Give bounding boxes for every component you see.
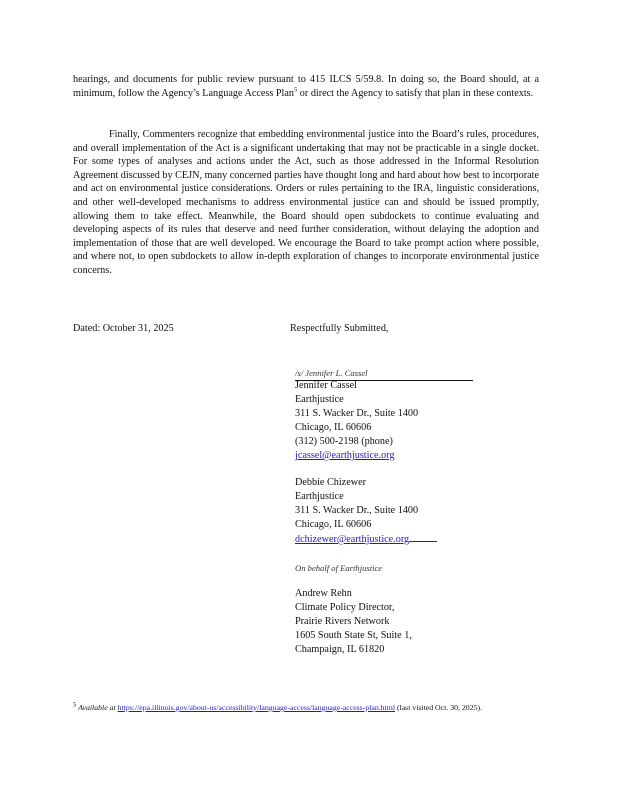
body-paragraph-2	[73, 128, 539, 278]
footnote-5	[73, 702, 539, 713]
body-paragraph-1	[73, 73, 539, 100]
paragraph-1-text-cont: or direct the Agency to satisfy that plan in these contexts.	[297, 87, 534, 99]
paragraph-2-text: Finally, Commenters recognize that embedding environmental justice into the Board’s rules, procedures, and overall implementation of the Act is a significant undertaking that may not be practicable in a single docket. For some types of analyses and actions under the Act, such as those addressed in the Informal Resolution Agreement discussed by CEJN, many concerned parties have thought long and hard about how best to incorporate and act on environmental justice considerations. Orders or rules pertaining to the IRA, linguistic considerations, and other well-developed mechanisms to address environmental justice can and should be issued promptly, allowing them to take effect. Meanwhile, the Board should open subdockets to continue evaluating and developing aspects of its rules that deserve and need further consideration, without delaying the adoption and implementation of those that are well developed. We encourage the Board to take prompt action where possible, and where not, to open subdockets to allow in-depth exploration of changes to incorporate environmental justice concerns.	[73, 129, 539, 276]
footnote-available: Available at	[78, 703, 116, 712]
counsel-org: Prairie Rivers Network	[295, 616, 390, 627]
email-link-chizewer[interactable]: dchizewer@earthjustice.org	[295, 534, 410, 545]
counsel-city: Chicago, IL 60606	[295, 422, 372, 433]
email-link-cassel[interactable]: jcassel@earthjustice.org	[295, 450, 395, 461]
counsel-block-cassel	[295, 379, 418, 463]
respectfully-submitted: Respectfully Submitted,	[290, 323, 389, 334]
counsel-name: Debbie Chizewer	[295, 477, 366, 488]
counsel-street: 1605 South State St, Suite 1,	[295, 630, 412, 641]
counsel-street: 311 S. Wacker Dr., Suite 1400	[295, 408, 419, 419]
counsel-name: Jennifer Cassel	[295, 380, 357, 391]
counsel-org: Earthjustice	[295, 491, 344, 502]
counsel-city: Chicago, IL 60606	[295, 519, 372, 530]
dated-line: Dated: October 31, 2025	[73, 323, 174, 334]
on-behalf-line: On behalf of Earthjustice	[295, 563, 383, 573]
counsel-block-chizewer	[295, 476, 437, 547]
paragraph-1-text: hearings, and documents for public review pursuant to 415 ILCS 5/59.8. In doing so, the Board should, at a minimum, follow the Agency’s Language Access Plan	[73, 74, 539, 99]
e-signature: /s/ Jennifer L. Cassel	[295, 366, 473, 381]
counsel-city: Champaign, IL 61820	[295, 644, 385, 655]
counsel-title: Climate Policy Director,	[295, 602, 395, 613]
counsel-street: 311 S. Wacker Dr., Suite 1400	[295, 505, 419, 516]
counsel-phone: (312) 500-2198 (phone)	[295, 436, 393, 447]
counsel-name: Andrew Rehn	[295, 588, 352, 599]
footnote-rest: (last visited Oct. 30, 2025).	[396, 703, 483, 712]
counsel-block-rehn	[295, 587, 412, 657]
footnote-number: 5	[73, 701, 77, 709]
counsel-org: Earthjustice	[295, 394, 344, 405]
link-underline-extension	[409, 532, 437, 542]
footnote-ref-5[interactable]: 5	[293, 86, 298, 94]
footnote-url-link[interactable]: https://epa.illinois.gov/about-us/accessibility/language-access/language-access-plan.html	[117, 703, 395, 712]
